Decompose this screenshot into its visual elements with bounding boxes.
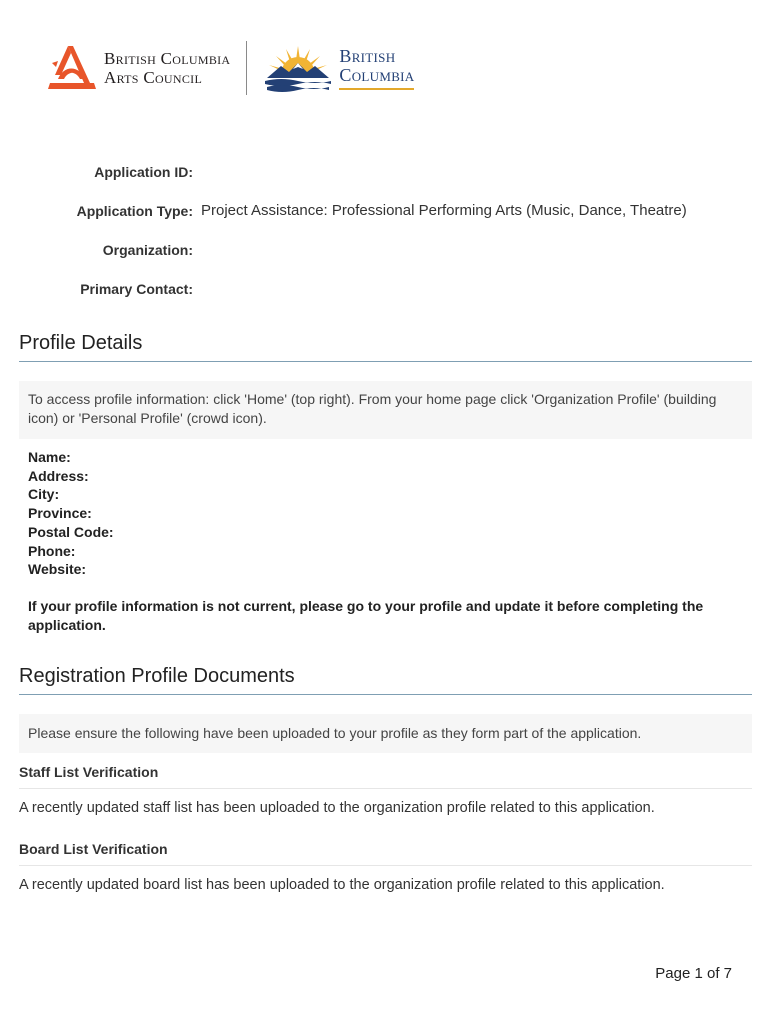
profile-instructions: To access profile information: click 'Home' (top right). From your home page click 'Organization Profile' (building icon) or 'Personal Profile' (crowd icon).: [19, 381, 752, 439]
summary-row-organization: [0, 238, 770, 262]
page-number: Page 1 of 7: [655, 965, 732, 982]
registration-documents-heading: Registration Profile Documents: [19, 665, 752, 695]
bc-arts-council-wordmark: [104, 49, 230, 87]
summary-row-application-id: [0, 160, 770, 184]
board-list-verification-text: A recently updated board list has been uploaded to the organization profile related to this application.: [19, 877, 665, 893]
british-columbia-wordmark: [339, 47, 414, 90]
british-columbia-sun-mountain-icon: [261, 42, 335, 94]
british-columbia-line1: British: [339, 45, 396, 66]
documents-instructions: Please ensure the following have been uploaded to your profile as they form part of the application.: [19, 714, 752, 753]
profile-field-list: [28, 448, 114, 579]
header-logos: [46, 38, 414, 98]
summary-row-primary-contact: [0, 277, 770, 301]
british-columbia-line2: Columbia: [339, 64, 415, 85]
summary-label: Application Type:: [76, 203, 193, 219]
bc-arts-council-line2: Arts Council: [104, 68, 203, 87]
staff-list-verification-text: A recently updated staff list has been uploaded to the organization profile related to this application.: [19, 800, 655, 816]
summary-label: Application ID:: [94, 164, 193, 180]
profile-details-heading: Profile Details: [19, 332, 752, 362]
board-list-verification-heading: Board List Verification: [19, 841, 752, 866]
logo-divider: [246, 41, 247, 95]
bc-arts-council-mark-icon: [46, 43, 98, 93]
summary-label: Primary Contact:: [80, 281, 193, 297]
summary-value: Project Assistance: Professional Performing Arts (Music, Dance, Theatre): [201, 202, 687, 219]
profile-field-name: Name:: [28, 449, 71, 465]
staff-list-verification-heading: Staff List Verification: [19, 764, 752, 789]
british-columbia-logo: [261, 42, 414, 94]
profile-field-phone: Phone:: [28, 542, 76, 559]
summary-row-application-type: [0, 199, 770, 223]
summary-label: Organization:: [102, 242, 193, 258]
profile-field-address: Address:: [28, 467, 89, 484]
profile-update-warning: If your profile information is not current, please go to your profile and update it before completing the application.: [28, 598, 704, 633]
profile-field-postal-code: Postal Code:: [28, 523, 114, 540]
profile-field-province: Province:: [28, 505, 92, 522]
bc-arts-council-logo: [46, 43, 230, 93]
bc-arts-council-line1: British Columbia: [104, 49, 231, 68]
profile-field-website: Website:: [28, 561, 87, 578]
profile-field-city: City:: [28, 486, 60, 503]
